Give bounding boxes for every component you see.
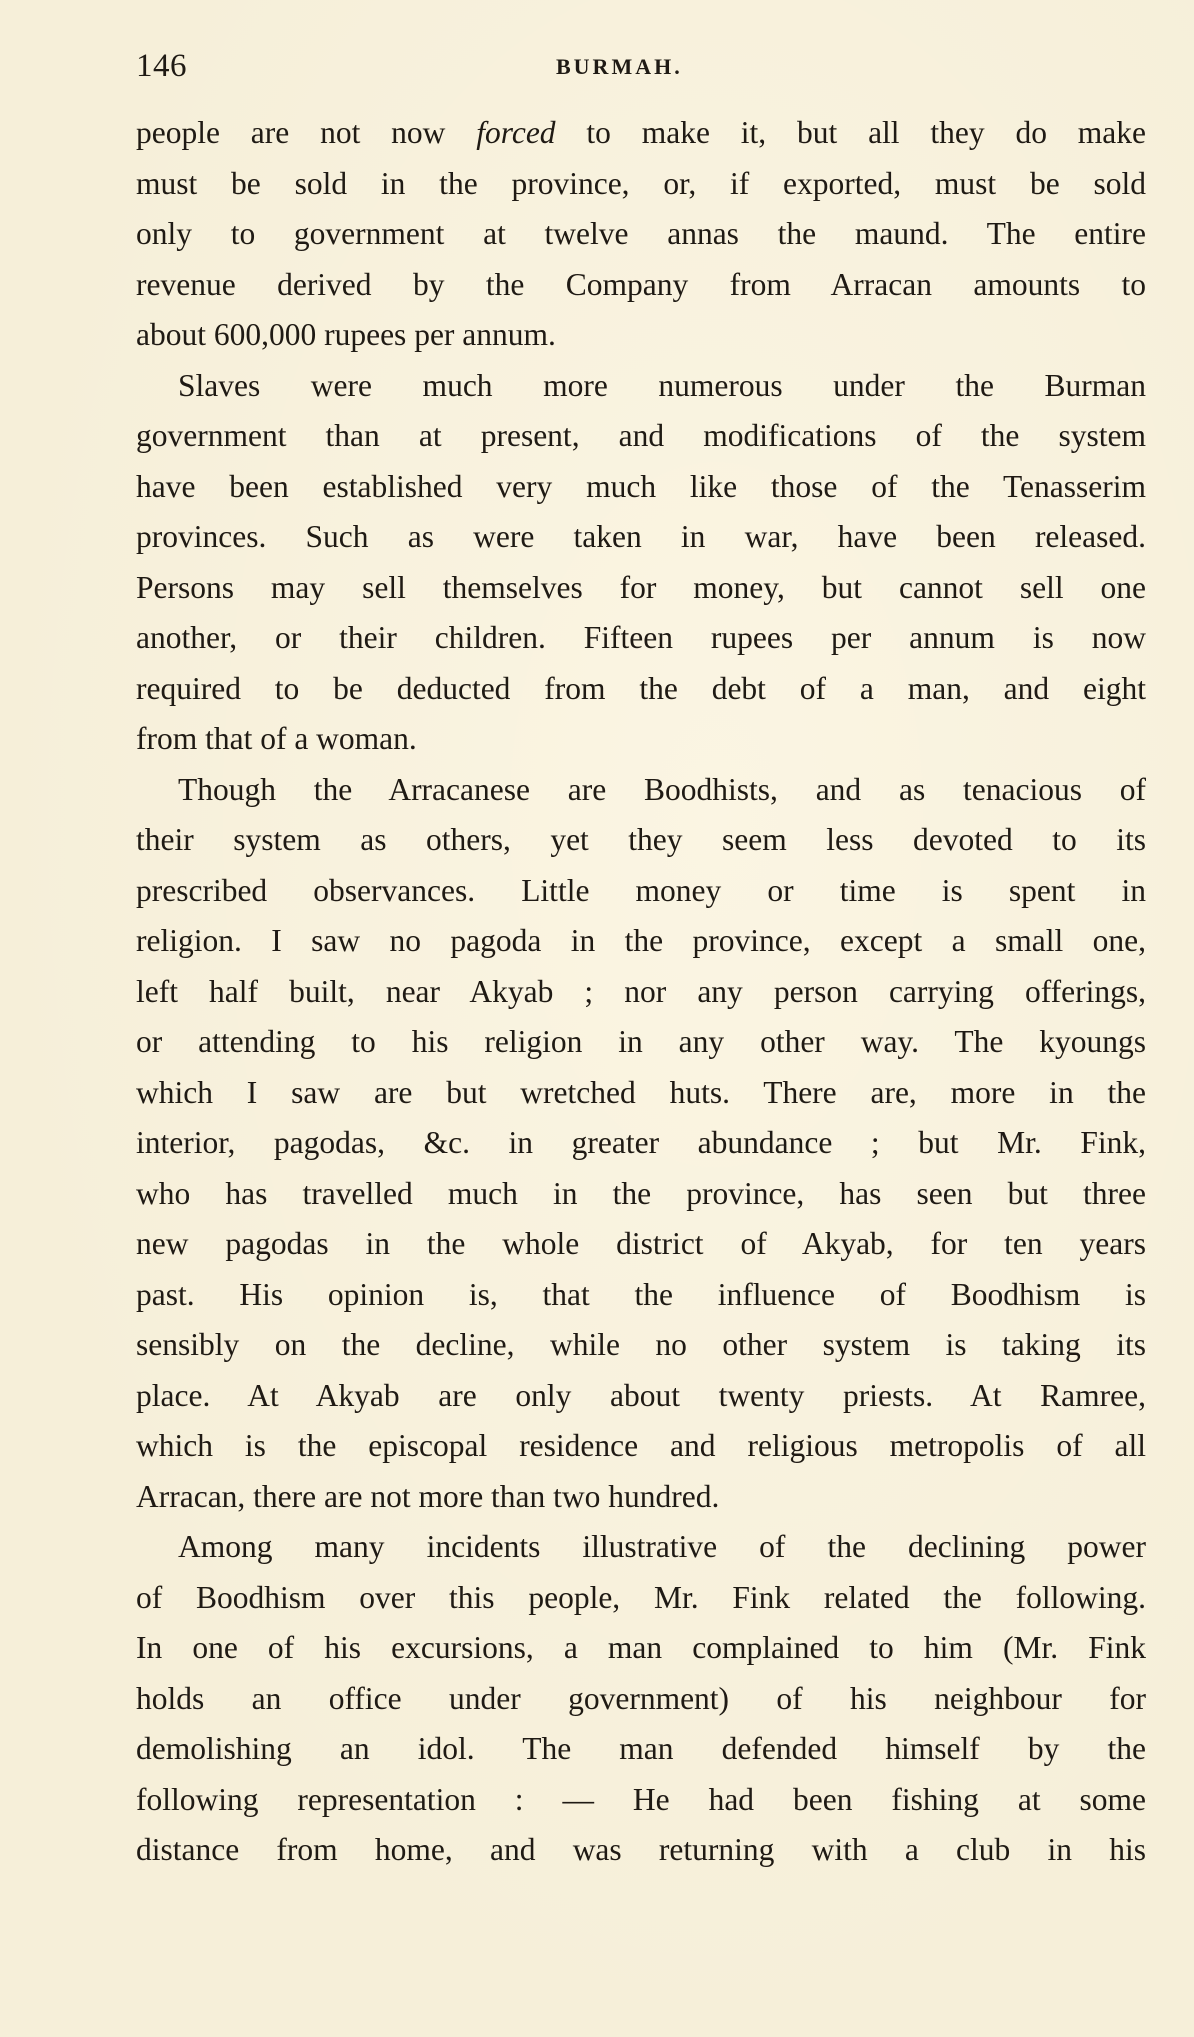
page-header — [136, 48, 1146, 88]
text-line: new pagodas in the whole district of Akyab, for ten years — [136, 1226, 1146, 1261]
text-line: provinces. Such as were taken in war, have been released. — [136, 519, 1146, 554]
text-line: Arracan, there are not more than two hundred. — [136, 1478, 720, 1514]
text-line: of Boodhism over this people, Mr. Fink related the following. — [136, 1579, 1146, 1615]
text-line: religion. I saw no pagoda in the province, except a small one, — [136, 923, 1146, 958]
body-text — [136, 108, 1146, 1876]
text-line: demolishing an idol. The man defended himself by the — [136, 1731, 1146, 1766]
text-line: Persons may sell themselves for money, but cannot sell one — [136, 569, 1146, 605]
text-line: another, or their children. Fifteen rupees per annum is now — [136, 620, 1146, 655]
text-line: have been established very much like those of the Tenasserim — [136, 468, 1146, 504]
text-line: people are not now forced to make it, but all they do make — [136, 115, 1146, 150]
text-line: In one of his excursions, a man complained to him (Mr. Fink — [136, 1630, 1146, 1665]
text-line: Slaves were much more numerous under the Burman — [178, 367, 1146, 403]
text-line: which I saw are but wretched huts. There are, more in the — [136, 1074, 1146, 1110]
paragraph — [136, 765, 1146, 1523]
text-line: following representation : — He had been fishing at some — [136, 1781, 1146, 1817]
text-line: must be sold in the province, or, if exported, must be sold — [136, 165, 1146, 201]
text-line: or attending to his religion in any other way. The kyoungs — [136, 1024, 1146, 1059]
text-line: sensibly on the decline, while no other system is taking its — [136, 1327, 1146, 1362]
text-line: past. His opinion is, that the influence of Boodhism is — [136, 1276, 1146, 1312]
text-line: which is the episcopal residence and religious metropolis of all — [136, 1428, 1146, 1463]
text-line: Though the Arracanese are Boodhists, and as tenacious of — [178, 771, 1146, 807]
text-line: only to government at twelve annas the maund. The entire — [136, 216, 1146, 251]
text-line: prescribed observances. Little money or time is spent in — [136, 872, 1146, 908]
italic-word: forced — [476, 115, 556, 150]
text-line: revenue derived by the Company from Arracan amounts to — [136, 266, 1146, 302]
text-line: interior, pagodas, &c. in greater abundance ; but Mr. Fink, — [136, 1125, 1146, 1160]
text-line: place. At Akyab are only about twenty priests. At Ramree, — [136, 1377, 1146, 1413]
paragraph — [136, 361, 1146, 765]
text-line: distance from home, and was returning with a club in his — [136, 1832, 1146, 1867]
text-line: holds an office under government) of his neighbour for — [136, 1680, 1146, 1716]
paragraph — [136, 108, 1146, 361]
text-line: government than at present, and modifications of the system — [136, 418, 1146, 453]
text-line: required to be deducted from the debt of a man, and eight — [136, 670, 1146, 706]
text-line: from that of a woman. — [136, 721, 417, 756]
page-number: 146 — [136, 48, 187, 84]
text-line: who has travelled much in the province, has seen but three — [136, 1175, 1146, 1211]
text-line: left half built, near Akyab ; nor any person carrying offerings, — [136, 973, 1146, 1009]
text-line: their system as others, yet they seem less devoted to its — [136, 822, 1146, 857]
running-head: BURMAH. — [556, 54, 683, 79]
text-line: about 600,000 rupees per annum. — [136, 317, 556, 352]
paragraph — [136, 1522, 1146, 1876]
text-line: Among many incidents illustrative of the declining power — [178, 1529, 1146, 1564]
